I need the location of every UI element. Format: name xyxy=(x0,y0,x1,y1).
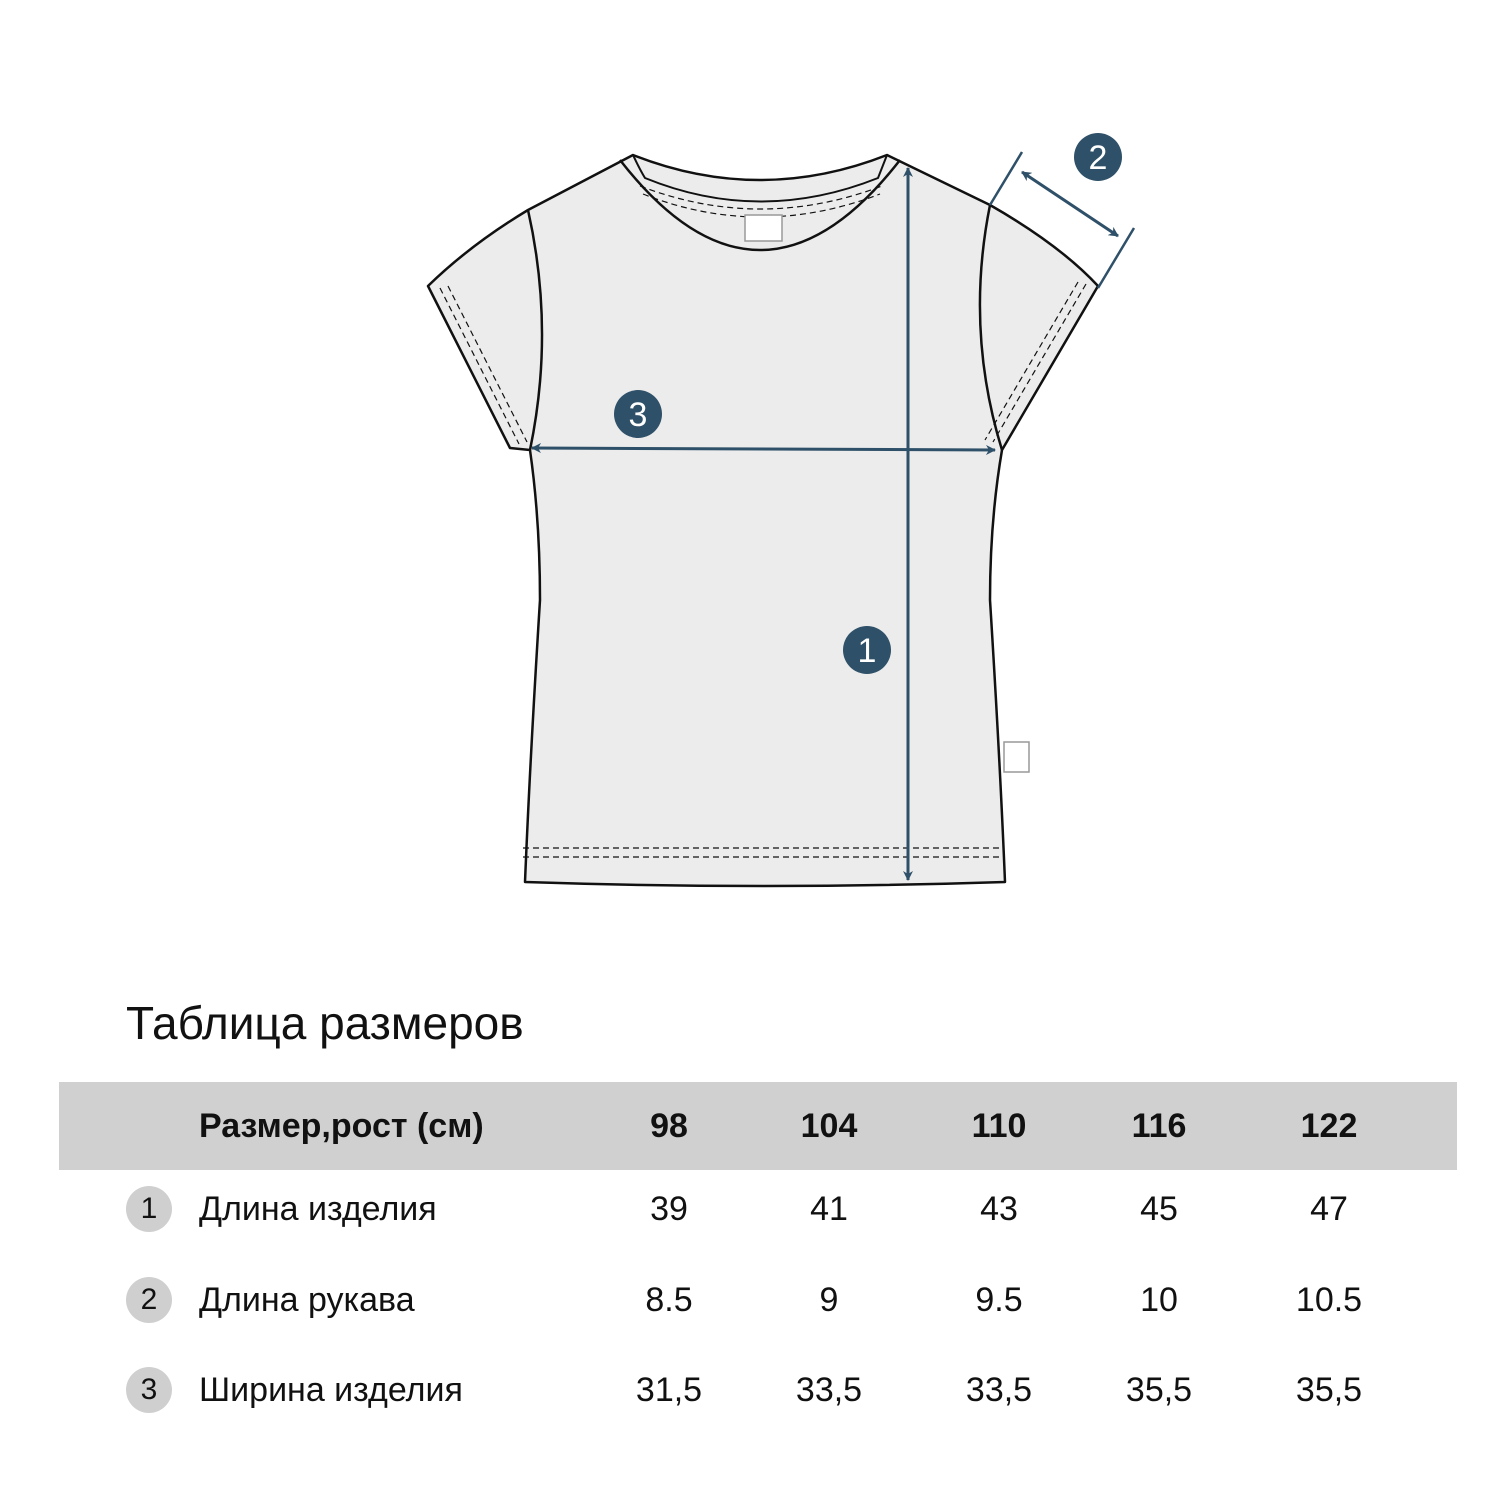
header-size: 110 xyxy=(971,1107,1027,1145)
table-cell: 33,5 xyxy=(965,1371,1033,1409)
width-arrow xyxy=(532,448,995,450)
size-table xyxy=(59,1082,1457,1442)
table-cell: 10.5 xyxy=(1295,1281,1363,1319)
shirt-body xyxy=(428,155,1098,886)
header-size: 98 xyxy=(650,1107,688,1145)
table-cell: 45 xyxy=(1140,1190,1178,1228)
sleeve-arrow xyxy=(1022,172,1118,236)
table-cell: 33,5 xyxy=(795,1371,863,1409)
table-cell: 10 xyxy=(1140,1281,1178,1319)
header-size: 122 xyxy=(1300,1107,1358,1145)
svg-text:1: 1 xyxy=(857,632,877,670)
badge-width xyxy=(614,390,662,438)
row-number-badge: 3 xyxy=(126,1367,172,1413)
table-cell: 9 xyxy=(819,1281,839,1319)
tshirt-outline xyxy=(428,155,1098,886)
table-cell: 35,5 xyxy=(1125,1371,1193,1409)
table-cell: 9.5 xyxy=(975,1281,1023,1319)
side-tag xyxy=(1004,742,1029,772)
badge-length xyxy=(843,626,891,674)
table-row xyxy=(59,1346,1457,1434)
neck-label xyxy=(745,215,782,241)
table-cell: 31,5 xyxy=(635,1371,703,1409)
header-label: Размер,рост (см) xyxy=(199,1107,484,1145)
header-size: 116 xyxy=(1131,1107,1187,1145)
table-row xyxy=(59,1165,1457,1253)
table-cell: 47 xyxy=(1310,1190,1348,1228)
table-cell: 8.5 xyxy=(645,1281,693,1319)
row-label: Длина рукава xyxy=(199,1281,415,1319)
sleeve-tick-bottom xyxy=(1098,228,1134,288)
table-cell: 43 xyxy=(980,1190,1018,1228)
row-label: Ширина изделия xyxy=(199,1371,463,1409)
header-size: 104 xyxy=(800,1107,858,1145)
svg-text:2: 2 xyxy=(1088,139,1108,177)
sleeve-tick-top xyxy=(990,152,1022,205)
row-label: Длина изделия xyxy=(199,1190,437,1228)
svg-text:3: 3 xyxy=(628,396,648,434)
size-table-title: Таблица размеров xyxy=(126,997,524,1049)
table-cell: 41 xyxy=(810,1190,848,1228)
table-cell: 39 xyxy=(650,1190,688,1228)
table-row xyxy=(59,1256,1457,1344)
table-cell: 35,5 xyxy=(1295,1371,1363,1409)
size-table-header xyxy=(59,1082,1457,1170)
badge-sleeve xyxy=(1074,133,1122,181)
row-number-badge: 1 xyxy=(126,1186,172,1232)
row-number-badge: 2 xyxy=(126,1277,172,1323)
